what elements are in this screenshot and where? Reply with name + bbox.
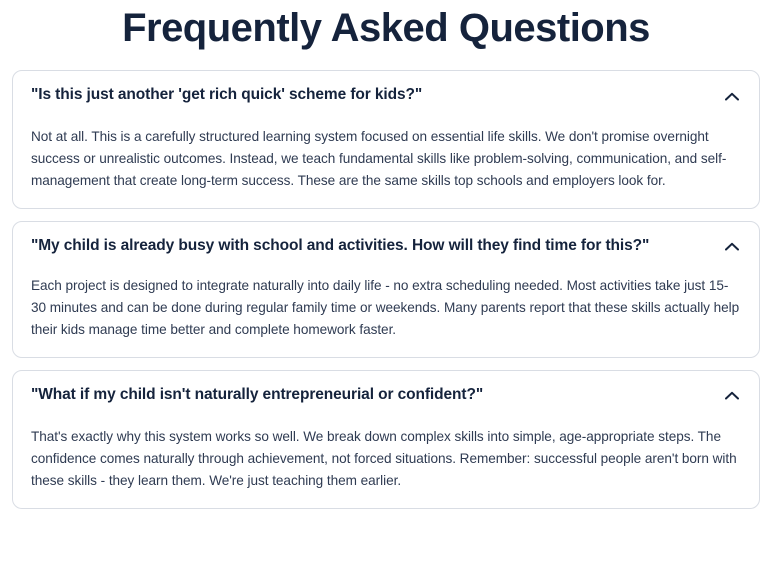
faq-item[interactable] bbox=[12, 370, 760, 509]
faq-page bbox=[0, 6, 772, 571]
faq-item-header[interactable] bbox=[31, 236, 741, 257]
faq-item[interactable] bbox=[12, 221, 760, 358]
faq-item-header[interactable] bbox=[31, 385, 741, 406]
page-title: Frequently Asked Questions bbox=[122, 6, 650, 50]
faq-answer: Not at all. This is a carefully structured learning system focused on essential life skills. We don't promise overnight success or unrealistic outcomes. Instead, we teach fundamental skills like problem-solving, communication, and self-management that create long-term success. These are the same skills top schools and employers look for. bbox=[31, 128, 727, 188]
faq-answer: That's exactly why this system works so well. We break down complex skills into simple, age-appropriate steps. The confidence comes naturally through achievement, not forced situations. Remember: successful people aren't born with these skills - they learn them. We're just teaching them earlier. bbox=[31, 428, 737, 488]
faq-item[interactable] bbox=[12, 70, 760, 209]
faq-answer: Each project is designed to integrate naturally into daily life - no extra scheduling needed. Most activities take just 15-30 minutes and can be done during regular family time or weekends. Many parents report that these skills actually help their kids manage time better and complete homework faster. bbox=[31, 277, 740, 337]
chevron-up-icon[interactable] bbox=[723, 87, 741, 105]
faq-list bbox=[0, 70, 772, 509]
chevron-up-icon[interactable] bbox=[723, 238, 741, 256]
faq-question: "What if my child isn't naturally entrepreneurial or confident?" bbox=[31, 385, 484, 403]
faq-item-header[interactable] bbox=[31, 85, 741, 106]
faq-question: "My child is already busy with school and activities. How will they find time for this?" bbox=[31, 236, 650, 254]
faq-question: "Is this just another 'get rich quick' scheme for kids?" bbox=[31, 86, 423, 103]
chevron-up-icon[interactable] bbox=[723, 387, 741, 405]
